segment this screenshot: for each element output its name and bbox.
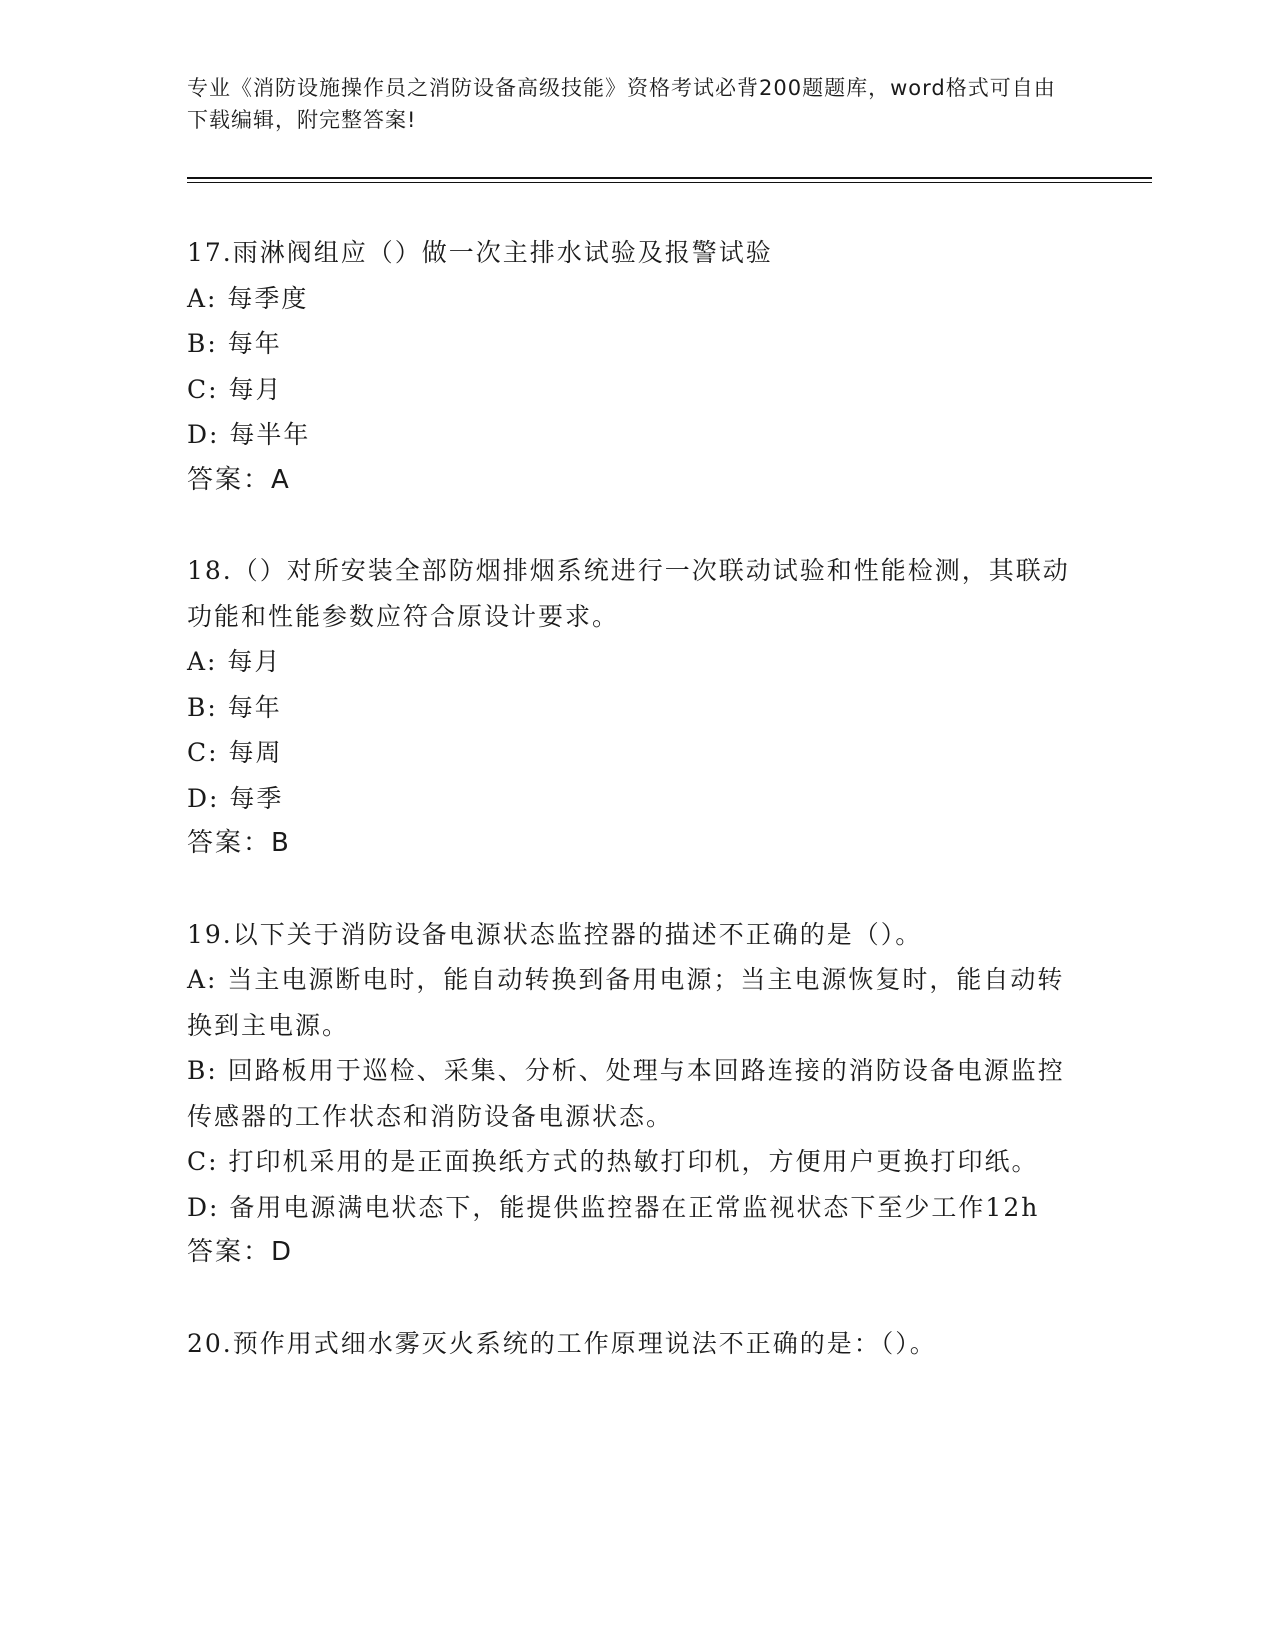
- option-c: C: 每周: [187, 738, 283, 767]
- option-a: A: 每季度: [187, 283, 309, 313]
- question-list: [187, 230, 1077, 1411]
- option-c: C: 每月: [187, 374, 283, 404]
- question-18: [187, 548, 1077, 867]
- question-17: [187, 230, 1077, 503]
- document-header: 专业《消防设施操作员之消防设备高级技能》资格考试必背200题题库，word格式可自由下载编辑，附完整答案!: [187, 76, 1056, 132]
- option-d: D: 备用电源满电状态下，能提供监控器在正常监视状态下至少工作12h: [187, 1192, 1040, 1222]
- option-b: B: 每年: [187, 329, 282, 358]
- option-c: C: 打印机采用的是正面换纸方式的热敏打印机，方便用户更换打印纸。: [187, 1147, 1039, 1176]
- answer: 答案：A: [187, 464, 291, 495]
- answer: 答案：D: [187, 1237, 294, 1267]
- question-20: [187, 1321, 1077, 1367]
- option-d: D: 每季: [187, 783, 284, 813]
- option-a: A: 当主电源断电时，能自动转换到备用电源；当主电源恢复时，能自动转换到主电源。: [187, 965, 1065, 1040]
- question-stem: 20.预作用式细水雾灭火系统的工作原理说法不正确的是：（）。: [187, 1328, 937, 1358]
- header-rule-thin: [187, 182, 1152, 183]
- question-stem: 17.雨淋阀组应（）做一次主排水试验及报警试验: [187, 238, 773, 267]
- option-b: B: 回路板用于巡检、采集、分析、处理与本回路连接的消防设备电源监控传感器的工作状态和消防设备电源状态。: [187, 1056, 1065, 1131]
- question-stem: 19.以下关于消防设备电源状态监控器的描述不正确的是（）。: [187, 919, 923, 949]
- option-b: B: 每年: [187, 692, 282, 722]
- option-d: D: 每半年: [187, 420, 311, 449]
- option-a: A: 每月: [187, 647, 282, 676]
- answer: 答案：B: [187, 828, 291, 858]
- question-stem: 18.（）对所安装全部防烟排烟系统进行一次联动试验和性能检测，其联动功能和性能参数应符合原设计要求。: [187, 556, 1070, 631]
- header-rule-thick: [187, 177, 1152, 179]
- question-19: [187, 912, 1077, 1276]
